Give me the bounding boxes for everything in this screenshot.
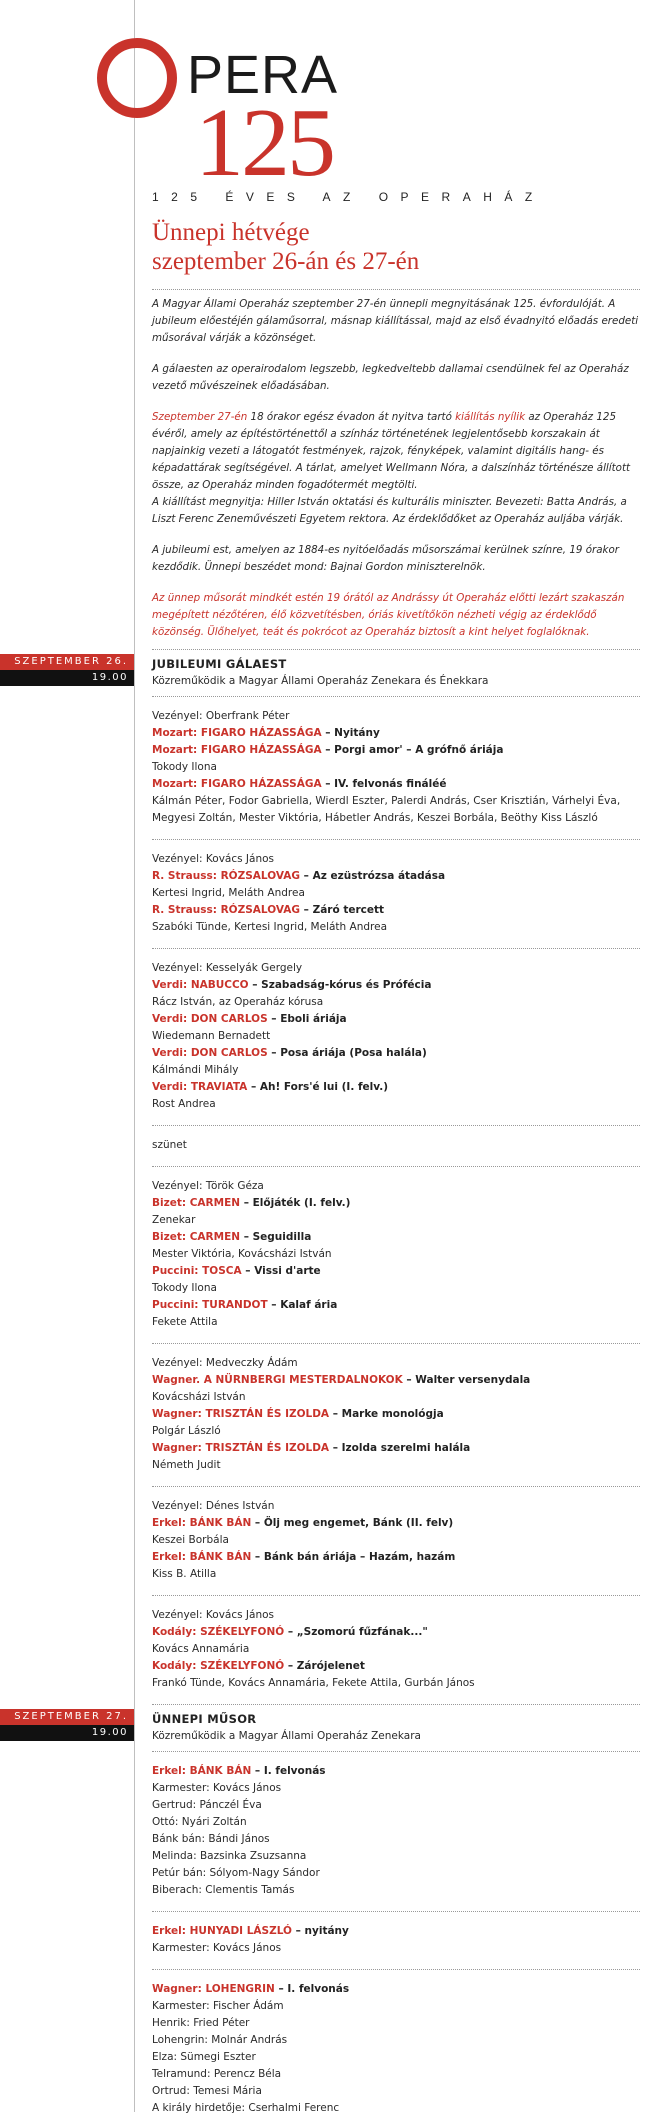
divider bbox=[152, 1911, 640, 1912]
program-block bbox=[152, 1758, 640, 1905]
piece-title: – I. felvonás bbox=[251, 1765, 326, 1777]
composer-work: Verdi: DON CARLOS bbox=[152, 1013, 268, 1025]
program-piece bbox=[152, 1923, 640, 1940]
program-piece bbox=[152, 1263, 640, 1280]
intro-p3 bbox=[152, 409, 640, 528]
program-line: Bánk bán: Bándi János bbox=[152, 1833, 270, 1845]
intro bbox=[152, 296, 640, 641]
program-block bbox=[152, 1493, 640, 1589]
piece-title: – Ölj meg engemet, Bánk (II. felv) bbox=[251, 1517, 454, 1529]
piece-title: – Seguidilla bbox=[240, 1231, 312, 1243]
program-line: Keszei Borbála bbox=[152, 1534, 229, 1546]
time-label: 19.00 bbox=[0, 1725, 134, 1741]
opera-125-logo bbox=[95, 30, 395, 197]
composer-work: Wagner: LOHENGRIN bbox=[152, 1983, 275, 1995]
program-line: Németh Judit bbox=[152, 1459, 221, 1471]
piece-title: – Marke monológja bbox=[329, 1408, 444, 1420]
piece-title: – Posa áriája (Posa halála) bbox=[267, 1047, 427, 1059]
program-piece bbox=[152, 1297, 640, 1314]
headline-line2: szeptember 26-án és 27-én bbox=[152, 248, 420, 275]
program-block bbox=[152, 846, 640, 942]
program-line: Rost Andrea bbox=[152, 1098, 216, 1110]
composer-work: Erkel: HUNYADI LÁSZLÓ bbox=[152, 1925, 292, 1937]
date-band-day1 bbox=[0, 654, 134, 686]
program-line: Vezényel: Medveczky Ádám bbox=[152, 1357, 298, 1369]
page-subtitle: 125 ÉVES AZ OPERAHÁZ bbox=[152, 190, 545, 204]
composer-work: Verdi: NABUCCO bbox=[152, 979, 249, 991]
piece-title: – Kalaf ária bbox=[267, 1299, 338, 1311]
program-piece bbox=[152, 742, 640, 759]
composer-work: Mozart: FIGARO HÁZASSÁGA bbox=[152, 744, 322, 756]
program-block bbox=[152, 703, 640, 833]
day2-subtitle: Közreműködik a Magyar Állami Operaház Zenekara bbox=[152, 1730, 421, 1742]
divider bbox=[152, 1343, 640, 1344]
program-line: Kertesi Ingrid, Meláth Andrea bbox=[152, 887, 305, 899]
divider bbox=[152, 696, 640, 697]
intro-text: 18 órakor egész évadon át nyitva tartó bbox=[247, 411, 456, 423]
divider bbox=[152, 948, 640, 949]
time-label: 19.00 bbox=[0, 670, 134, 686]
program-line: Gertrud: Pánczél Éva bbox=[152, 1799, 262, 1811]
piece-title: – Előjáték (I. felv.) bbox=[240, 1197, 351, 1209]
program-line: Zenekar bbox=[152, 1214, 196, 1226]
program-piece bbox=[152, 1079, 640, 1096]
headline bbox=[152, 218, 419, 276]
program-piece bbox=[152, 1011, 640, 1028]
piece-title: – „Szomorú fűzfának..." bbox=[284, 1626, 428, 1638]
divider bbox=[152, 1595, 640, 1596]
piece-title: – Az ezüstrózsa átadása bbox=[300, 870, 446, 882]
divider bbox=[152, 1704, 640, 1705]
piece-title: – Walter versenydala bbox=[402, 1374, 531, 1386]
program-block bbox=[152, 1350, 640, 1480]
piece-title: – Záró tercett bbox=[300, 904, 385, 916]
piece-title: – nyitány bbox=[291, 1925, 349, 1937]
program-line: Megyesi Zoltán, Mester Viktória, Hábetler András, Keszei Borbála, Beöthy Kiss László bbox=[152, 812, 598, 824]
date-label: SZEPTEMBER 26. bbox=[0, 654, 134, 670]
main-content bbox=[152, 283, 640, 2123]
program-block bbox=[152, 1602, 640, 1698]
composer-work: Bizet: CARMEN bbox=[152, 1197, 241, 1209]
logo-o-ring bbox=[97, 38, 177, 118]
composer-work: Wagner. A NÜRNBERGI MESTERDALNOKOK bbox=[152, 1374, 403, 1386]
composer-work: Erkel: BÁNK BÁN bbox=[152, 1517, 252, 1529]
program-piece bbox=[152, 1981, 640, 1998]
program-line: A király hirdetője: Cserhalmi Ferenc bbox=[152, 2102, 340, 2114]
program-line: Lohengrin: Molnár András bbox=[152, 2034, 288, 2046]
divider bbox=[152, 289, 640, 290]
date-band-day2 bbox=[0, 1709, 134, 1741]
program-block bbox=[152, 955, 640, 1119]
program-line: Kálmán Péter, Fodor Gabriella, Wierdl Eszter, Palerdi András, Cser Krisztián, Várhelyi Éva, bbox=[152, 795, 621, 807]
composer-work: Verdi: TRAVIATA bbox=[152, 1081, 248, 1093]
composer-work: R. Strauss: RÓZSALOVAG bbox=[152, 870, 301, 882]
margin-rule bbox=[134, 0, 135, 2112]
program-line: Ortrud: Temesi Mária bbox=[152, 2085, 262, 2097]
program-block bbox=[152, 1976, 640, 2123]
piece-title: – Bánk bán áriája – Hazám, hazám bbox=[251, 1551, 456, 1563]
composer-work: Wagner: TRISZTÁN ÉS IZOLDA bbox=[152, 1442, 330, 1454]
divider bbox=[152, 839, 640, 840]
program-block bbox=[152, 1173, 640, 1337]
program-piece bbox=[152, 725, 640, 742]
program-piece bbox=[152, 1549, 640, 1566]
program-piece bbox=[152, 1763, 640, 1780]
piece-title: – Zárójelenet bbox=[284, 1660, 365, 1672]
divider bbox=[152, 1125, 640, 1126]
day2-title: ÜNNEPI MŰSOR bbox=[152, 1712, 257, 1726]
program-line: Vezényel: Oberfrank Péter bbox=[152, 710, 290, 722]
piece-title: – Porgi amor' – A grófnő áriája bbox=[321, 744, 504, 756]
piece-title: – I. felvonás bbox=[274, 1983, 350, 1995]
program-line: Rácz István, az Operaház kórusa bbox=[152, 996, 324, 1008]
program-piece bbox=[152, 1658, 640, 1675]
date-label: SZEPTEMBER 27. bbox=[0, 1709, 134, 1725]
program-piece bbox=[152, 1440, 640, 1457]
divider bbox=[152, 1751, 640, 1752]
program-piece bbox=[152, 868, 640, 885]
program-piece bbox=[152, 977, 640, 994]
day1-title: JUBILEUMI GÁLAEST bbox=[152, 657, 287, 671]
divider bbox=[152, 1969, 640, 1970]
intro-text: az Operaház 125 évéről, amely az építéstörténettől a színház történetének legjelentősebb korszakain át napjainkig vezeti a látogatót festmények, rajzok, fényképek, valamint digitális hang- és képadattárak segítségével. A tárlat, amelyet Wellmann Nóra, a dalszínház történésze állított össze, az Operaház minden fogadótermét megtölti. bbox=[152, 411, 631, 491]
day1-subtitle: Közreműködik a Magyar Állami Operaház Zenekara és Énekkara bbox=[152, 675, 489, 687]
program-line: Vezényel: Kovács János bbox=[152, 1609, 275, 1621]
composer-work: Erkel: BÁNK BÁN bbox=[152, 1765, 252, 1777]
intro-p2: A gálaesten az operairodalom legszebb, legkedveltebb dallamai csendülnek fel az Operaház vezető művészeinek előadásában. bbox=[152, 363, 629, 392]
intro-text: A kiállítást megnyitja: Hiller István oktatási és kulturális miniszter. Bevezeti: Batta András, a Liszt Ferenc Zeneművészeti Egyetem rektora. Az érdeklődőket az Operaház auljába várják. bbox=[152, 496, 627, 525]
program-piece bbox=[152, 1406, 640, 1423]
piece-title: – Szabadság-kórus és Prófécia bbox=[248, 979, 432, 991]
program-line: Vezényel: Dénes István bbox=[152, 1500, 275, 1512]
composer-work: R. Strauss: RÓZSALOVAG bbox=[152, 904, 301, 916]
piece-title: – Izolda szerelmi halála bbox=[329, 1442, 471, 1454]
program-line: Wiedemann Bernadett bbox=[152, 1030, 271, 1042]
program-piece bbox=[152, 1372, 640, 1389]
program-line: Kovácsházi István bbox=[152, 1391, 246, 1403]
program-line: Fekete Attila bbox=[152, 1316, 218, 1328]
program-line: Kiss B. Atilla bbox=[152, 1568, 217, 1580]
program-line: Kovács Annamária bbox=[152, 1643, 250, 1655]
composer-work: Puccini: TURANDOT bbox=[152, 1299, 268, 1311]
program-piece bbox=[152, 1229, 640, 1246]
program-line: szünet bbox=[152, 1139, 187, 1151]
composer-work: Wagner: TRISZTÁN ÉS IZOLDA bbox=[152, 1408, 330, 1420]
program-line: Henrik: Fried Péter bbox=[152, 2017, 250, 2029]
program-line: Tokody Ilona bbox=[152, 1282, 217, 1294]
program-line: Ottó: Nyári Zoltán bbox=[152, 1816, 247, 1828]
intro-p4: A jubileumi est, amelyen az 1884-es nyitóelőadás műsorszámai kerülnek színre, 19 órakor kezdődik. Ünnepi beszédet mond: Bajnai Gordon miniszterelnök. bbox=[152, 544, 620, 573]
program-line: Petúr bán: Sólyom-Nagy Sándor bbox=[152, 1867, 320, 1879]
program-line: Elza: Sümegi Eszter bbox=[152, 2051, 256, 2063]
program-block bbox=[152, 1132, 640, 1160]
headline-line1: Ünnepi hétvége bbox=[152, 219, 310, 246]
program-line: Frankó Tünde, Kovács Annamária, Fekete Attila, Gurbán János bbox=[152, 1677, 475, 1689]
program-line: Biberach: Clementis Tamás bbox=[152, 1884, 295, 1896]
composer-work: Puccini: TOSCA bbox=[152, 1265, 242, 1277]
composer-work: Mozart: FIGARO HÁZASSÁGA bbox=[152, 727, 322, 739]
intro-p1: A Magyar Állami Operaház szeptember 27-én ünnepli megnyitásának 125. évfordulóját. A jubileum előestéjén gálaműsorral, másnap kiállítással, majd az első évadnyitó előadás eredeti műsorával várják a közönséget. bbox=[152, 298, 639, 344]
program-line: Karmester: Kovács János bbox=[152, 1942, 282, 1954]
program-line: Telramund: Perencz Béla bbox=[152, 2068, 282, 2080]
divider bbox=[152, 1486, 640, 1487]
program-piece bbox=[152, 776, 640, 793]
program-line: Mester Viktória, Kovácsházi István bbox=[152, 1248, 332, 1260]
composer-work: Kodály: SZÉKELYFONÓ bbox=[152, 1660, 285, 1672]
composer-work: Mozart: FIGARO HÁZASSÁGA bbox=[152, 778, 322, 790]
piece-title: – IV. felvonás fináléé bbox=[321, 778, 447, 790]
program-line: Szabóki Tünde, Kertesi Ingrid, Meláth Andrea bbox=[152, 921, 388, 933]
logo-pera: PERA bbox=[187, 45, 339, 105]
composer-work: Verdi: DON CARLOS bbox=[152, 1047, 268, 1059]
day2-blocks bbox=[152, 1758, 640, 2123]
program-piece bbox=[152, 1045, 640, 1062]
divider bbox=[152, 1166, 640, 1167]
piece-title: – Ah! Fors'é lui (I. felv.) bbox=[247, 1081, 389, 1093]
program-piece bbox=[152, 1515, 640, 1532]
logo-125: 125 bbox=[195, 89, 333, 197]
program-line: Vezényel: Kesselyák Gergely bbox=[152, 962, 303, 974]
divider bbox=[152, 649, 640, 650]
program-line: Tokody Ilona bbox=[152, 761, 217, 773]
composer-work: Erkel: BÁNK BÁN bbox=[152, 1551, 252, 1563]
program-line: Kálmándi Mihály bbox=[152, 1064, 239, 1076]
piece-title: – Vissi d'arte bbox=[241, 1265, 321, 1277]
day1-program bbox=[152, 656, 640, 1705]
program-line: Polgár László bbox=[152, 1425, 221, 1437]
program-line: Vezényel: Török Géza bbox=[152, 1180, 264, 1192]
broadcast-note: Az ünnep műsorát mindkét estén 19 órától az Andrássy út Operaház előtti lezárt szakaszán megépített nézőtéren, élő közvetítésben, óriás kivetítőkön nézheti végig az érdeklődő közönség. Ülőhelyet, teát és pokrócot az Operaház biztosít a kint helyet foglalóknak. bbox=[152, 592, 625, 638]
program-line: Karmester: Fischer Ádám bbox=[152, 2000, 284, 2012]
piece-title: – Eboli áriája bbox=[267, 1013, 347, 1025]
program-piece bbox=[152, 1624, 640, 1641]
program-line: Melinda: Bazsinka Zsuzsanna bbox=[152, 1850, 307, 1862]
program-line: Vezényel: Kovács János bbox=[152, 853, 275, 865]
day1-blocks bbox=[152, 703, 640, 1705]
piece-title: – Nyitány bbox=[321, 727, 380, 739]
composer-work: Kodály: SZÉKELYFONÓ bbox=[152, 1626, 285, 1638]
program-line: Karmester: Kovács János bbox=[152, 1782, 282, 1794]
composer-work: Bizet: CARMEN bbox=[152, 1231, 241, 1243]
program-piece bbox=[152, 1195, 640, 1212]
day2-program bbox=[152, 1711, 640, 2123]
exhibition-link[interactable]: kiállítás nyílik bbox=[455, 411, 526, 423]
program-block bbox=[152, 1918, 640, 1963]
program-piece bbox=[152, 902, 640, 919]
intro-date: Szeptember 27-én bbox=[152, 411, 248, 423]
